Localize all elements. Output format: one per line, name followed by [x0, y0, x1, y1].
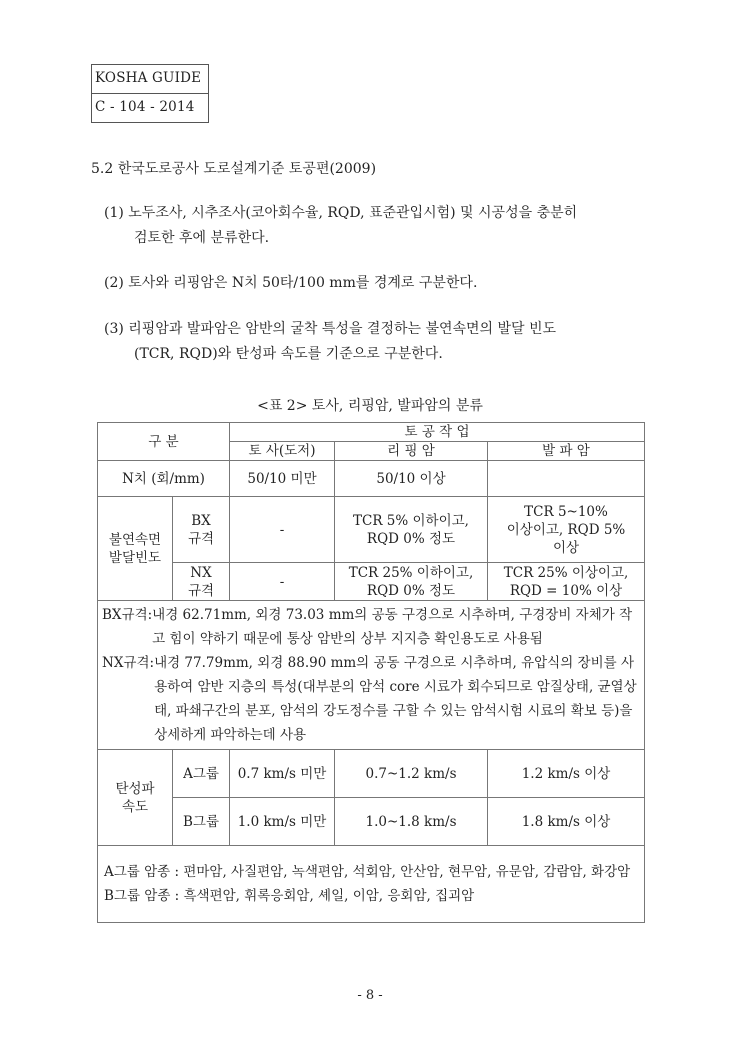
cell-line: TCR 5~10% [524, 503, 608, 520]
cell-line: TCR 25% 이하이고, [348, 564, 474, 581]
label-line: 규격 [187, 530, 215, 547]
cell-b-blasting: 1.8 km/s 이상 [488, 798, 645, 846]
row-label-wave-velocity [98, 750, 173, 846]
cell-line: 이상이고, RQD 5% [506, 521, 626, 538]
note-bx-text: 내경 62.71mm, 외경 73.03 mm의 공동 구경으로 시추하며, 구경장비 자체가 작고 힘이 약하기 때문에 통상 암반의 상부 지지층 확인용도로 사용됨 [152, 607, 633, 647]
list-item [104, 271, 674, 296]
label-line: 불연속면 [108, 531, 162, 548]
cell-a-soil: 0.7 km/s 미만 [230, 750, 335, 798]
note-nx-label: NX규격: [102, 655, 155, 671]
sub-label-bx [173, 497, 230, 563]
cell-line: RQD = 10% 이상 [509, 582, 623, 599]
sub-label-nx [173, 563, 230, 601]
cell-line: TCR 5% 이하이고, [353, 512, 469, 529]
rock-type-groups [98, 846, 645, 923]
guide-code: C - 104 - 2014 [92, 93, 208, 122]
group-b-rock-types: B그룹 암종 : 흑색편암, 휘록응회암, 셰일, 이암, 응회암, 집괴암 [104, 888, 475, 904]
classification-table [97, 422, 645, 923]
note-bx [102, 603, 640, 651]
cell-a-blasting: 1.2 km/s 이상 [488, 750, 645, 798]
cell-n-ripping: 50/10 이상 [335, 461, 488, 497]
col-header-blasting-rock: 발 파 암 [488, 442, 645, 461]
group-header: 토 공 작 업 [230, 423, 645, 442]
table-caption: <표 2> 토사, 리핑암, 발파암의 분류 [257, 398, 483, 414]
document-code-box [91, 64, 209, 123]
guide-name: KOSHA GUIDE [95, 70, 202, 87]
cell-line: RQD 0% 정도 [366, 582, 456, 599]
label-line: BX [191, 512, 211, 529]
label-line: 속도 [121, 798, 149, 815]
list-item-line: (2) 토사와 리핑암은 N치 50타/100 mm를 경계로 구분한다. [104, 275, 478, 291]
list-item-line: (1) 노두조사, 시추조사(코아회수율, RQD, 표준관입시험) 및 시공성을 충분히 [104, 205, 578, 221]
cell-bx-ripping [335, 497, 488, 563]
label-line: NX [190, 564, 212, 581]
cell-line: 이상 [552, 539, 580, 556]
list-item [104, 201, 674, 251]
col-header-ripping-rock: 리 핑 암 [335, 442, 488, 461]
cell-line: RQD 0% 정도 [366, 530, 456, 547]
cell-nx-blasting [488, 563, 645, 601]
col-header-soil: 토 사(도저) [230, 442, 335, 461]
note-nx-text: 내경 77.79mm, 외경 88.90 mm의 공동 구경으로 시추하며, 유압식의 장비를 사용하여 암반 지층의 특성(대부분의 암석 core 시료가 회수되므로 암질상태, 균열상태, 파쇄구간의 분포, 암석의 강도정수를 구할 수 있는 암석시험 시료의 확보 등)을 상세하게 파악하는데 사용 [154, 655, 637, 743]
table-corner-header: 구 분 [98, 423, 230, 461]
cell-line: TCR 25% 이상이고, [503, 564, 629, 581]
list-item-line: (TCR, RQD)와 탄성파 속도를 기준으로 구분한다. [134, 346, 443, 362]
cell-nx-ripping [335, 563, 488, 601]
note-nx [102, 651, 640, 747]
cell-n-blasting [488, 461, 645, 497]
list-item-line: 검토한 후에 분류한다. [134, 230, 270, 246]
page-number: - 8 - [357, 988, 383, 1003]
label-line: 발달빈도 [108, 549, 162, 566]
list-item [104, 317, 674, 367]
note-bx-label: BX규격: [102, 607, 153, 623]
cell-bx-soil: - [230, 497, 335, 563]
cell-nx-soil: - [230, 563, 335, 601]
group-a-rock-types: A그룹 암종 : 편마암, 사질편암, 녹색편암, 석회암, 안산암, 현무암, 유문암, 감람암, 화강암 [104, 864, 631, 880]
section-title: 5.2 한국도로공사 도로설계기준 토공편(2009) [91, 161, 377, 177]
cell-bx-blasting [488, 497, 645, 563]
core-size-notes [98, 601, 645, 750]
cell-n-soil: 50/10 미만 [230, 461, 335, 497]
row-label-discontinuity [98, 497, 173, 601]
sub-label-group-a: A그룹 [173, 750, 230, 798]
label-line: 규격 [187, 582, 215, 599]
cell-b-ripping: 1.0~1.8 km/s [335, 798, 488, 846]
row-label-n-value: N치 (회/mm) [98, 461, 230, 497]
sub-label-group-b: B그룹 [173, 798, 230, 846]
cell-b-soil: 1.0 km/s 미만 [230, 798, 335, 846]
list-item-line: (3) 리핑암과 발파암은 암반의 굴착 특성을 결정하는 불연속면의 발달 빈도 [104, 321, 557, 337]
cell-a-ripping: 0.7~1.2 km/s [335, 750, 488, 798]
label-line: 탄성파 [115, 780, 155, 797]
